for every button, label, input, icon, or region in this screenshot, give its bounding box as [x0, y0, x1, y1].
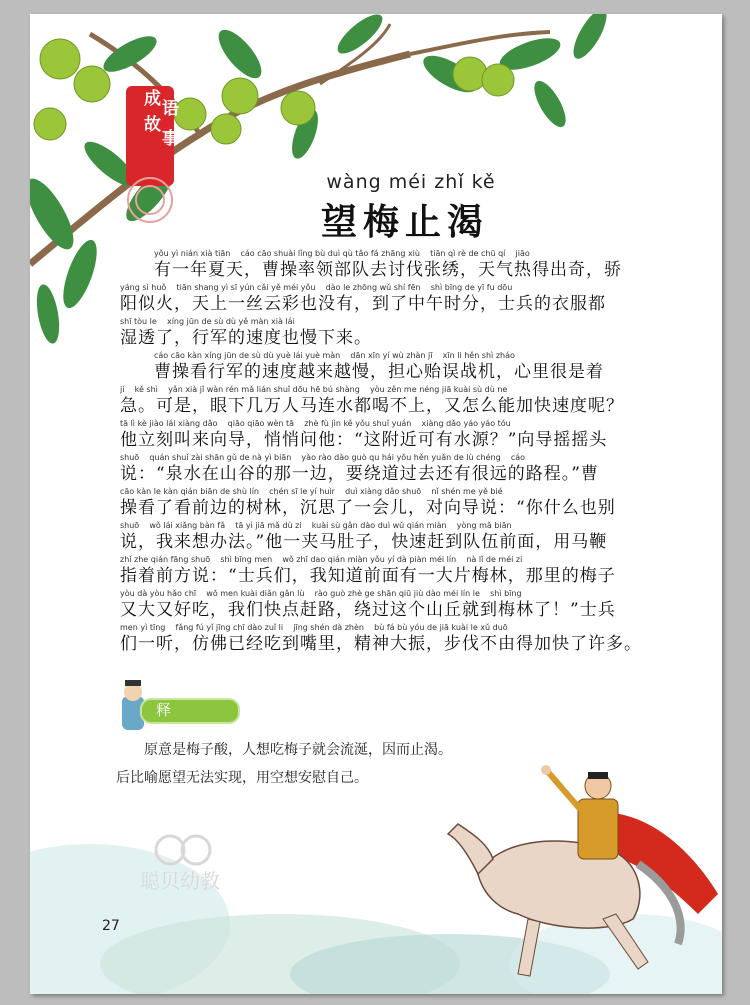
story-line: [120, 622, 668, 656]
pinyin-line: cāo kàn le kàn qián biān de shù lín chén sī le yí huìr duì xiàng dǎo shuō nǐ shén me yě bié: [120, 487, 503, 496]
hanzi-line: 他立刻叫来向导，悄悄问他：“这附近可有水源？”向导摇摇头: [120, 430, 608, 450]
pinyin-line: yǒu yì nián xià tiān cáo cāo shuài lǐng bù duì qù tǎo fá zhāng xiù tiān qì rè de chū qí jiāo: [154, 249, 530, 258]
meaning-line: 原意是梅子酸，人想吃梅子就会流涎，因而止渴。: [144, 742, 452, 758]
story-line: [120, 554, 668, 588]
badge-char: 语: [162, 99, 179, 119]
general-on-horse-illustration: [438, 744, 722, 994]
hanzi-line: 湿透了，行军的速度也慢下来。: [120, 328, 372, 348]
badge-char: 故: [144, 115, 161, 135]
hanzi-line: 们一听，仿佛已经吃到嘴里，精神大振，步伐不由得加快了许多。: [120, 634, 642, 654]
pinyin-line: yòu dà yòu hǎo chī wǒ men kuài diǎn gǎn lù rào guò zhè ge shān qiū jiù dào méi lín le shì bīng: [120, 589, 522, 598]
hanzi-line: 说，我来想办法。”他一夹马肚子，快速赶到队伍前面，用马鞭: [120, 532, 608, 552]
story-line: [120, 384, 668, 418]
pinyin-line: tā lì kè jiào lái xiàng dǎo qiāo qiāo wèn tā zhè fù jìn kě yǒu shuǐ yuán xiàng dǎo yáo yáo tóu: [120, 419, 511, 428]
hanzi-line: 急。可是，眼下几万人马连水都喝不上，又怎么能加快速度呢？: [120, 396, 624, 416]
hanzi-line: 阳似火，天上一丝云彩也没有，到了中午时分，士兵的衣服都: [120, 294, 606, 314]
badge-char: 事: [162, 129, 179, 149]
story-line: [120, 350, 668, 384]
pinyin-line: yáng sì huǒ tiān shang yì sī yún cǎi yě méi yǒu dào le zhōng wǔ shí fēn shì bīng de yī fu dōu: [120, 283, 513, 292]
pinyin-line: shuō wǒ lái xiǎng bàn fǎ tā yì jiā mǎ dù zi kuài sù gǎn dào duì wǔ qián miàn yòng mǎ biān: [120, 521, 512, 530]
hanzi-line: 指着前方说：“士兵们，我知道前面有一大片梅林，那里的梅子: [120, 566, 616, 586]
pinyin-line: jí kě shì yǎn xià jǐ wàn rén mǎ lián shuǐ dōu hē bú shàng yòu zěn me néng jiā kuài sù dù ne: [120, 385, 508, 394]
pinyin-line: shī tòu le xíng jūn de sù dù yě màn xià lái: [120, 317, 295, 326]
story-line: [120, 248, 668, 282]
meaning-line: 后比喻愿望无法实现，用空想安慰自己。: [116, 770, 368, 786]
story-line: [120, 418, 668, 452]
hanzi-line: 操看了看前边的树林，沉思了一会儿，对向导说：“你什么也别: [120, 498, 616, 518]
story-text: [120, 248, 668, 656]
story-line: [120, 520, 668, 554]
meaning-label: 释义: [156, 701, 175, 740]
hanzi-line: 有一年夏天，曹操率领部队去讨伐张绣，天气热得出奇，骄: [154, 260, 622, 280]
watermark-text: 聪贝幼教: [140, 869, 220, 893]
page-title: 望梅止渴: [320, 201, 489, 243]
hanzi-line: 说：“泉水在山谷的那一边，要绕道过去还有很远的路程。”曹: [120, 464, 599, 484]
story-line: [120, 486, 668, 520]
story-line: [120, 588, 668, 622]
story-line: [120, 316, 668, 350]
hanzi-line: 又大又好吃，我们快点赶路，绕过这个山丘就到梅林了！”士兵: [120, 600, 616, 620]
pinyin-line: men yì tīng fǎng fú yǐ jīng chī dào zuǐ li jīng shén dà zhèn bù fá bù yóu de jiā kuài le xǔ duō: [120, 623, 508, 632]
pinyin-line: cáo cāo kàn xíng jūn de sù dù yuè lái yuè màn dān xīn yí wù zhàn jī xīn li hěn shì zháo: [154, 351, 515, 360]
pinyin-line: shuō quán shuǐ zài shān gǔ de nà yì biān yào rào dào guò qu hái yǒu hěn yuǎn de lù chéng cáo: [120, 453, 526, 462]
hanzi-line: 曹操看行军的速度越来越慢，担心贻误战机，心里很是着: [154, 362, 604, 382]
meaning-tag: [140, 698, 240, 724]
title-pinyin: wàng méi zhǐ kě: [326, 171, 496, 193]
story-line: [120, 282, 668, 316]
page-number: 27: [102, 918, 120, 934]
plum-fruits: [34, 39, 514, 144]
book-page: [30, 14, 722, 994]
badge-char: 成: [144, 89, 161, 109]
pinyin-line: zhǐ zhe qián fāng shuō shì bīng men wǒ zhī dao qián miàn yǒu yí dà piàn méi lín nà lǐ de méi zi: [120, 555, 523, 564]
brand-watermark-logo: [130, 832, 270, 902]
story-line: [120, 452, 668, 486]
